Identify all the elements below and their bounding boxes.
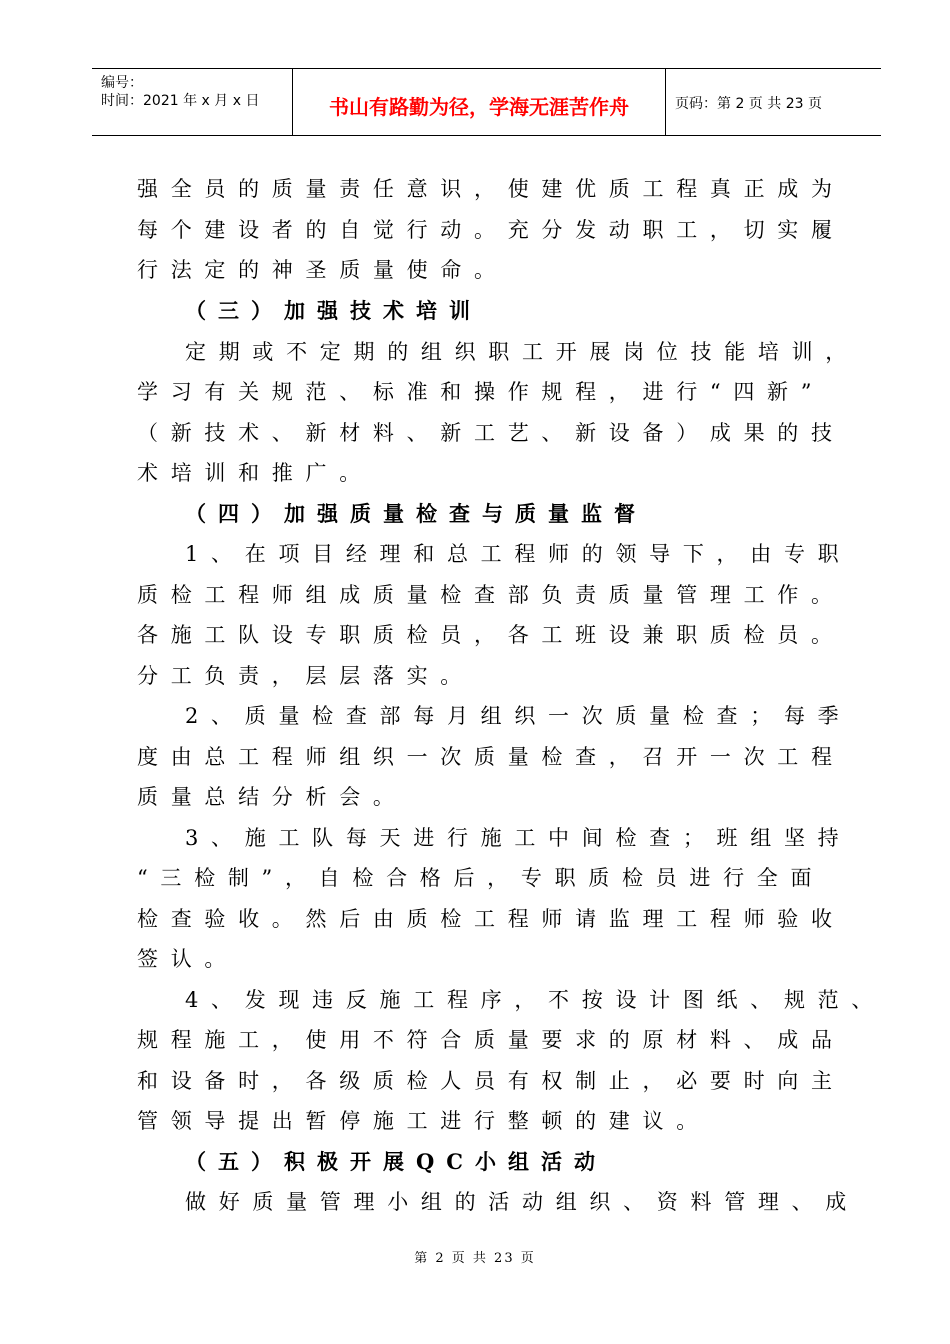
- body-line: 和设备时，各级质检人员有权制止，必要时向主: [137, 1069, 845, 1093]
- body-line: 行法定的神圣质量使命。: [137, 258, 508, 282]
- body-line: 检查验收。然后由质检工程师请监理工程师验收: [137, 907, 845, 931]
- section-heading: （三）加强技术培训: [185, 298, 482, 323]
- header-info-cell: [92, 69, 293, 135]
- body-line: （新技术、新材料、新工艺、新设备）成果的技: [137, 421, 845, 445]
- body-line: 学习有关规范、标准和操作规程，进行“四新”: [137, 380, 825, 404]
- page-footer: 第 2 页 共 23 页: [414, 1251, 536, 1266]
- header-motto: 书山有路勤为径，学海无涯苦作舟: [329, 95, 629, 119]
- body-line: 规程施工，使用不符合质量要求的原材料、成品: [137, 1028, 845, 1052]
- body-line: 2、质量检查部每月组织一次质量检查；每季: [185, 704, 852, 728]
- body-line: 签认。: [137, 947, 239, 971]
- document-code-label: 编号：: [101, 75, 143, 91]
- header-page-number: 页码：第 2 页 共 23 页: [675, 96, 822, 112]
- document-date-label: 时间：2021 年 x 月 x 日: [101, 93, 260, 109]
- body-line: 术培训和推广。: [137, 461, 373, 485]
- body-line: “三检制”，自检合格后，专职质检员进行全面: [137, 866, 825, 890]
- body-line: 质检工程师组成质量检查部负责质量管理工作。: [137, 583, 845, 607]
- body-line: 3、施工队每天进行施工中间检查；班组坚持: [185, 826, 852, 850]
- body-line: 度由总工程师组织一次质量检查，召开一次工程: [137, 745, 845, 769]
- body-line: 强全员的质量责任意识，使建优质工程真正成为: [137, 177, 845, 201]
- section-heading: （五）积极开展QC小组活动: [185, 1149, 608, 1174]
- section-heading: （四）加强质量检查与质量监督: [185, 501, 647, 526]
- header-motto-cell: [293, 69, 666, 135]
- body-line: 分工负责，层层落实。: [137, 664, 474, 688]
- body-line: 定期或不定期的组织职工开展岗位技能培训，: [185, 340, 859, 364]
- body-line: 质量总结分析会。: [137, 785, 407, 809]
- body-line: 各施工队设专职质检员，各工班设兼职质检员。: [137, 623, 845, 647]
- page-header: [92, 68, 881, 136]
- header-page-cell: [666, 69, 881, 135]
- body-line: 每个建设者的自觉行动。充分发动职工，切实履: [137, 218, 845, 242]
- body-line: 做好质量管理小组的活动组织、资料管理、成: [185, 1190, 859, 1214]
- body-line: 管领导提出暂停施工进行整顿的建议。: [137, 1109, 710, 1133]
- body-line: 4、发现违反施工程序，不按设计图纸、规范、: [185, 988, 886, 1012]
- body-line: 1、在项目经理和总工程师的领导下，由专职: [185, 542, 852, 566]
